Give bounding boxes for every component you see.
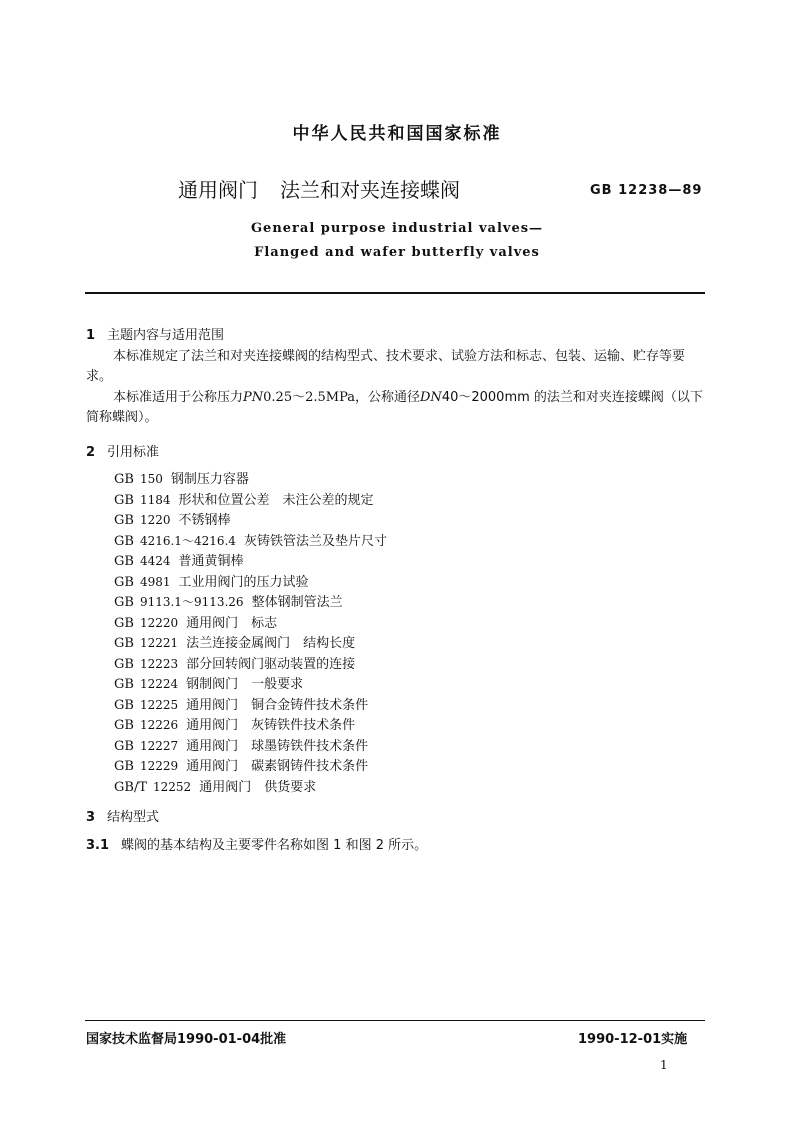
reference-title: 部分回转阀门驱动装置的连接 xyxy=(186,656,356,672)
reference-item xyxy=(114,612,277,631)
reference-title: 通用阀门 供货要求 xyxy=(199,779,317,795)
footer-divider xyxy=(85,1020,705,1021)
reference-code: GB xyxy=(114,513,134,528)
para2-pn: PN xyxy=(243,390,264,405)
national-standard-heading: 中华人民共和国国家标准 xyxy=(292,124,502,144)
para2-text-c: 40～2000mm 的法兰和对夹连接蝶阀（以下简称蝶阀）。 xyxy=(86,390,703,425)
section-3-number: 3 xyxy=(86,810,96,825)
reference-code: GB xyxy=(114,574,134,590)
para2-text-b: 0.25～2.5MPa，公称通径 xyxy=(263,390,420,405)
reference-code: GB xyxy=(114,636,134,651)
title-part-1: 通用阀门 xyxy=(178,178,258,202)
reference-code: GB xyxy=(114,759,134,774)
reference-item xyxy=(114,714,355,733)
reference-item xyxy=(114,489,374,508)
section-1-number: 1 xyxy=(86,328,96,343)
reference-code: GB xyxy=(114,554,134,569)
reference-number: 12229 xyxy=(139,759,179,773)
reference-title: 工业用阀门的压力试验 xyxy=(178,574,309,590)
reference-title: 通用阀门 球墨铸铁件技术条件 xyxy=(186,738,369,754)
reference-item xyxy=(114,694,368,713)
reference-number: 12220 xyxy=(139,615,179,630)
reference-title: 通用阀门 灰铸铁件技术条件 xyxy=(186,718,356,733)
document-title-cn xyxy=(178,174,460,203)
reference-item xyxy=(114,755,368,774)
reference-code: GB xyxy=(114,677,134,692)
reference-code: GB xyxy=(114,615,134,631)
reference-item xyxy=(114,530,387,549)
title-en-line-2: Flanged and wafer butterfly valves xyxy=(254,245,540,260)
section-3-title: 结构型式 xyxy=(107,810,160,825)
reference-item xyxy=(114,776,316,795)
section-1-heading xyxy=(86,324,224,343)
reference-title: 通用阀门 标志 xyxy=(186,615,278,631)
para2-text-a: 本标准适用于公称压力 xyxy=(113,390,244,405)
reference-title: 灰铸铁管法兰及垫片尺寸 xyxy=(243,533,387,549)
reference-number: 12225 xyxy=(139,697,179,712)
reference-number: 1184 xyxy=(139,492,171,507)
reference-code: GB xyxy=(114,718,134,733)
reference-title: 整体钢制管法兰 xyxy=(251,595,343,610)
reference-item xyxy=(114,591,343,610)
reference-number: 12226 xyxy=(139,718,179,732)
reference-code: GB/T xyxy=(114,779,147,795)
section-3-1-text: 蝶阀的基本结构及主要零件名称如图 1 和图 2 所示。 xyxy=(121,838,428,853)
reference-item xyxy=(114,550,244,569)
reference-item xyxy=(114,673,303,692)
section-1-paragraph-2 xyxy=(86,388,706,428)
reference-title: 法兰连接金属阀门 结构长度 xyxy=(186,636,356,651)
reference-item xyxy=(114,509,231,528)
section-2-heading xyxy=(86,441,159,460)
reference-number: 12252 xyxy=(153,779,192,794)
reference-title: 钢制压力容器 xyxy=(170,472,249,487)
title-en-line-1: General purpose industrial valves— xyxy=(250,221,544,236)
reference-code: GB xyxy=(114,492,134,508)
reference-item xyxy=(114,632,355,651)
section-3-1 xyxy=(86,834,427,853)
page-number: 1 xyxy=(660,1058,668,1072)
reference-title: 形状和位置公差 未注公差的规定 xyxy=(178,492,374,508)
reference-item xyxy=(114,468,249,487)
reference-number: 12223 xyxy=(139,656,179,671)
reference-item xyxy=(114,653,355,672)
implementation-date: 1990-12-01实施 xyxy=(578,1032,688,1047)
reference-title: 不锈钢棒 xyxy=(178,513,231,528)
reference-number: 12224 xyxy=(139,677,179,691)
reference-item xyxy=(114,735,368,754)
reference-number: 9113.1～9113.26 xyxy=(139,595,244,609)
document-title-en xyxy=(0,217,794,265)
para2-dn: DN xyxy=(420,390,442,405)
reference-number: 12227 xyxy=(139,738,179,753)
section-2-number: 2 xyxy=(86,445,96,460)
reference-code: GB xyxy=(114,697,134,713)
reference-number: 4981 xyxy=(139,574,171,589)
reference-code: GB xyxy=(114,472,134,487)
title-part-2: 法兰和对夹连接蝶阀 xyxy=(280,178,460,202)
section-1-title: 主题内容与适用范围 xyxy=(107,328,225,343)
section-3-heading xyxy=(86,806,159,825)
reference-title: 钢制阀门 一般要求 xyxy=(186,677,304,692)
section-3-1-number: 3.1 xyxy=(86,838,110,853)
reference-item xyxy=(114,571,309,590)
standard-code: GB 12238—89 xyxy=(590,183,703,198)
reference-number: 150 xyxy=(139,472,163,486)
reference-code: GB xyxy=(114,595,134,610)
reference-title: 普通黄铜棒 xyxy=(178,554,244,569)
approval-note: 国家技术监督局1990-01-04批准 xyxy=(86,1032,287,1047)
header-divider xyxy=(85,292,705,294)
reference-title: 通用阀门 碳素钢铸件技术条件 xyxy=(186,759,369,774)
reference-code: GB xyxy=(114,738,134,754)
reference-code: GB xyxy=(114,533,134,549)
reference-code: GB xyxy=(114,656,134,672)
reference-number: 4216.1～4216.4 xyxy=(139,533,236,548)
reference-title: 通用阀门 铜合金铸件技术条件 xyxy=(186,697,369,713)
reference-number: 4424 xyxy=(139,554,171,568)
section-1-paragraph-1: 本标准规定了法兰和对夹连接蝶阀的结构型式、技术要求、试验方法和标志、包装、运输、贮存等要求。 xyxy=(86,349,686,384)
reference-number: 1220 xyxy=(139,513,171,527)
section-2-title: 引用标准 xyxy=(107,445,160,460)
reference-number: 12221 xyxy=(139,636,179,650)
